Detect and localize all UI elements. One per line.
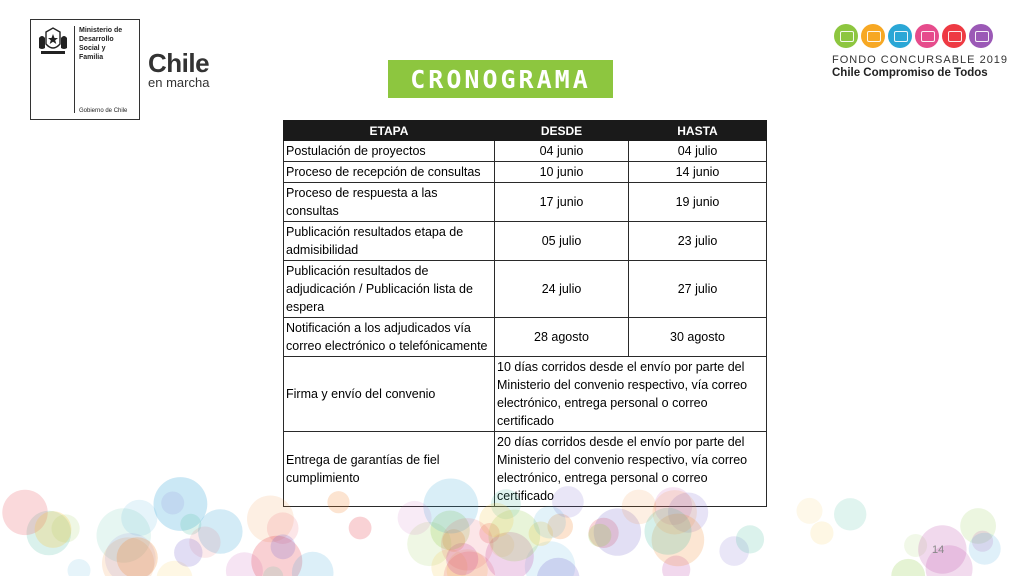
- brand-sub: en marcha: [148, 75, 210, 90]
- schedule-table: [283, 120, 767, 507]
- decor-bubble: [891, 559, 925, 576]
- fund-category-icon: [888, 24, 912, 48]
- hasta-cell: 30 agosto: [629, 318, 767, 357]
- fund-category-icon: [969, 24, 993, 48]
- page-number: 14: [932, 544, 945, 556]
- etapa-cell: Entrega de garantías de fiel cumplimiento: [284, 432, 495, 507]
- decor-bubble: [349, 517, 372, 540]
- table-row: [284, 261, 767, 318]
- decor-bubble: [534, 506, 566, 538]
- table-row: [284, 357, 767, 432]
- hasta-cell: 19 junio: [629, 183, 767, 222]
- fund-logo: [832, 24, 1009, 79]
- fund-tagline: Chile Compromiso de Todos: [832, 67, 988, 79]
- fund-icon-row: [834, 24, 1002, 48]
- etapa-cell: Notificación a los adjudicados vía correo electrónico o telefónicamente: [284, 318, 495, 357]
- table-row: [284, 162, 767, 183]
- coat-of-arms-icon: [36, 26, 70, 58]
- etapa-cell: Firma y envío del convenio: [284, 357, 495, 432]
- hasta-cell: 14 junio: [629, 162, 767, 183]
- decor-bubble: [588, 524, 611, 547]
- etapa-cell: Postulación de proyectos: [284, 141, 495, 162]
- header-hasta: HASTA: [629, 121, 767, 141]
- decor-bubble: [174, 538, 202, 566]
- decor-bubble: [736, 525, 764, 553]
- government-logo: [30, 19, 140, 120]
- page-title-box: [388, 60, 613, 98]
- desde-cell: 05 julio: [495, 222, 629, 261]
- decor-bubble: [653, 490, 697, 534]
- decorative-bubbles: [0, 470, 1024, 576]
- header-etapa: ETAPA: [284, 121, 495, 141]
- desde-cell: 10 junio: [495, 162, 629, 183]
- decor-bubble: [441, 518, 493, 570]
- decor-bubble: [797, 498, 823, 524]
- decor-bubble: [271, 534, 296, 559]
- header-desde: DESDE: [495, 121, 629, 141]
- logo-divider: [74, 26, 75, 113]
- etapa-cell: Publicación resultados etapa de admisibilidad: [284, 222, 495, 261]
- table-row: [284, 222, 767, 261]
- desde-cell: 04 junio: [495, 141, 629, 162]
- brand-main: Chile: [148, 48, 210, 78]
- ministry-name: Ministerio de Desarrollo Social y Familia: [79, 27, 123, 61]
- table-row: [284, 141, 767, 162]
- hasta-cell: 27 julio: [629, 261, 767, 318]
- fund-category-icon: [834, 24, 858, 48]
- table-row: [284, 183, 767, 222]
- fund-category-icon: [861, 24, 885, 48]
- hasta-cell: 23 julio: [629, 222, 767, 261]
- decor-bubble: [969, 533, 1001, 565]
- decor-bubble: [834, 498, 866, 530]
- decor-bubble: [68, 559, 91, 576]
- desde-cell: 24 julio: [495, 261, 629, 318]
- decor-bubble: [161, 492, 184, 515]
- table-header-row: [284, 121, 767, 141]
- decor-bubble: [121, 500, 157, 536]
- plazo-cell: 20 días corridos desde el envío por parte del Ministerio del convenio respectivo, vía correo electrónico, entrega personal o correo certificado: [495, 432, 767, 507]
- fund-category-icon: [942, 24, 966, 48]
- etapa-cell: Proceso de respuesta a las consultas: [284, 183, 495, 222]
- desde-cell: 28 agosto: [495, 318, 629, 357]
- fund-category-icon: [915, 24, 939, 48]
- decor-bubble: [35, 511, 72, 548]
- fund-name: FONDO CONCURSABLE 2019: [832, 54, 1009, 66]
- hasta-cell: 04 julio: [629, 141, 767, 162]
- page-title: CRONOGRAMA: [410, 64, 591, 94]
- government-name: Gobierno de Chile: [79, 108, 128, 114]
- chile-en-marcha-brand: [148, 50, 209, 90]
- table-row: [284, 318, 767, 357]
- etapa-cell: Proceso de recepción de consultas: [284, 162, 495, 183]
- desde-cell: 17 junio: [495, 183, 629, 222]
- decor-bubble: [398, 501, 432, 535]
- decor-bubble: [327, 491, 349, 513]
- etapa-cell: Publicación resultados de adjudicación / Publicación lista de espera: [284, 261, 495, 318]
- decor-bubble: [810, 521, 833, 544]
- plazo-cell: 10 días corridos desde el envío por parte del Ministerio del convenio respectivo, vía correo electrónico, entrega personal o correo certificado: [495, 357, 767, 432]
